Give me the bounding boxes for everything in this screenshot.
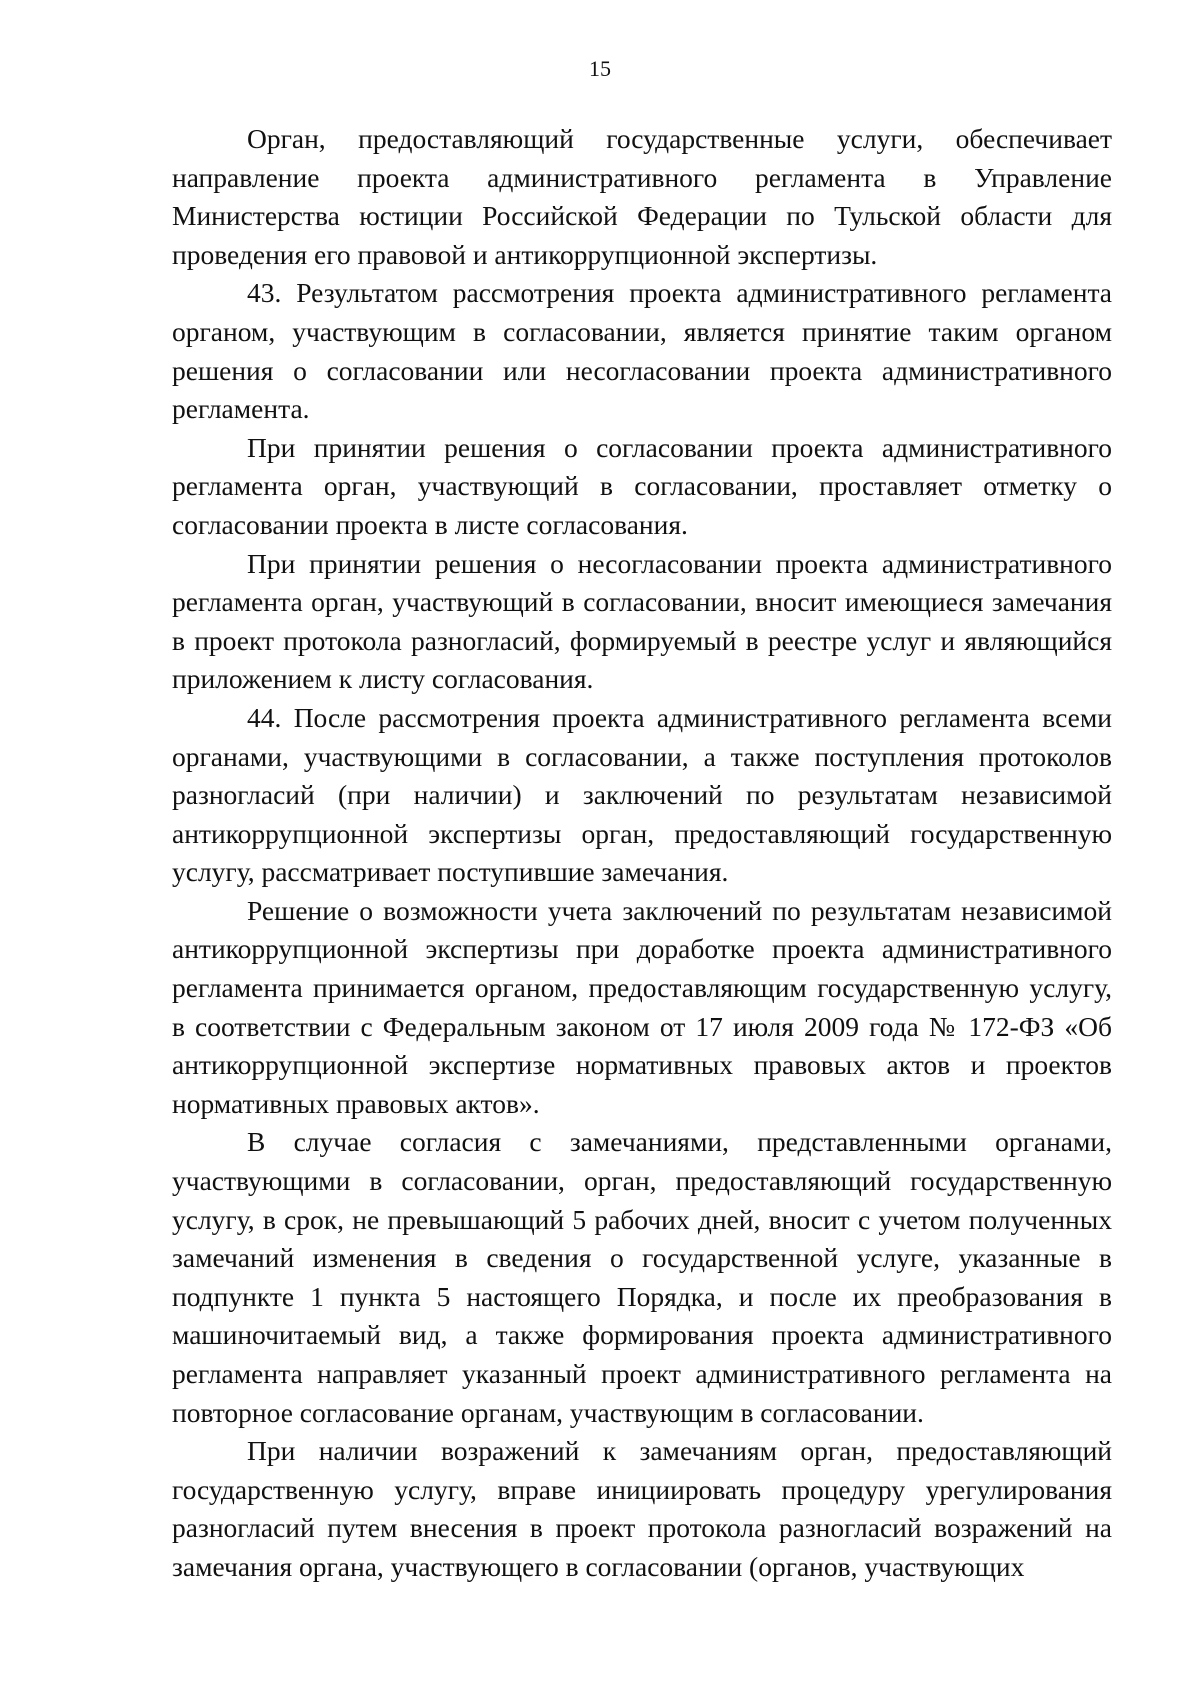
paragraph-item-44: 44. После рассмотрения проекта административного регламента всеми органами, участвующими в согласовании, а также поступления протоколов разногласий (при наличии) и заключений по результатам независимой антикоррупционной экспертизы орган, предоставляющий государственную услугу, рассматривает поступившие замечания. — [172, 701, 1112, 888]
page-number: 15 — [589, 56, 611, 81]
paragraph-expertise-conclusions: Решение о возможности учета заключений по результатам независимой антикоррупционной экспертизы при доработке проекта административного регламента принимается органом, предоставляющим государственную услугу, в соответствии с Федеральным законом от 17 июля 2009 года № 172-ФЗ «Об антикоррупционной экспертизе нормативных правовых актов и проектов нормативных правовых актов». — [172, 894, 1112, 1119]
paragraph-agency-expertise: Орган, предоставляющий государственные услуги, обеспечивает направление проекта административного регламента в Управление Министерства юстиции Российской Федерации по Тульской области для проведения его правовой и антикоррупционной экспертизы. — [172, 123, 1112, 270]
document-body — [172, 120, 1112, 1587]
paragraph-disapproval-decision: При принятии решения о несогласовании проекта административного регламента орган, участвующий в согласовании, вносит имеющиеся замечания в проект протокола разногласий, формируемый в реестре услуг и являющийся приложением к листу согласования. — [172, 547, 1112, 695]
paragraph-item-43: 43. Результатом рассмотрения проекта административного регламента органом, участвующим в согласовании, является принятие таким органом решения о согласовании или несогласовании проекта административного регламента. — [172, 277, 1112, 425]
paragraph-approval-decision: При принятии решения о согласовании проекта административного регламента орган, участвующий в согласовании, проставляет отметку о согласовании проекта в листе согласования. — [172, 431, 1112, 540]
paragraph-objections: При наличии возражений к замечаниям орган, предоставляющий государственную услугу, вправе инициировать процедуру урегулирования разногласий путем внесения в проект протокола разногласий возражений на замечания органа, участвующего в согласовании (органов, участвующих — [172, 1435, 1112, 1582]
paragraph-agreement-with-remarks: В случае согласия с замечаниями, представленными органами, участвующими в согласовании, орган, предоставляющий государственную услугу, в срок, не превышающий 5 рабочих дней, вносит с учетом полученных замечаний изменения в сведения о государственной услуге, указанные в подпункте 1 пункта 5 настоящего Порядка, и после их преобразования в машиночитаемый вид, а также формирования проекта административного регламента направляет указанный проект административного регламента на повторное согласование органам, участвующим в согласовании. — [172, 1126, 1112, 1428]
